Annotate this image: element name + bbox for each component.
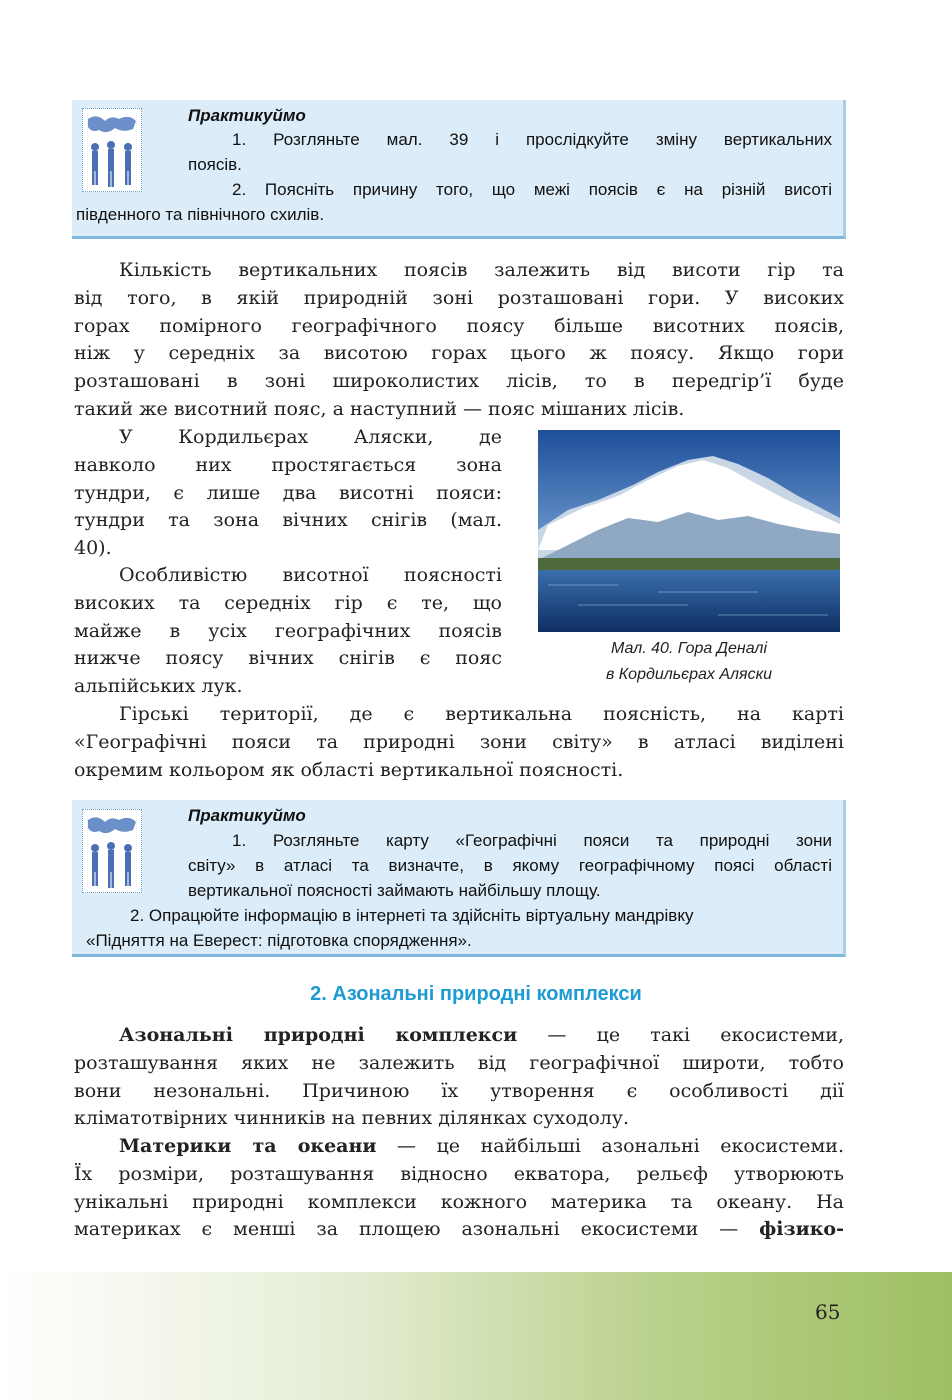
text-line: тундри та зона вічних снігів (мал.	[74, 509, 502, 532]
text-line: альпійських лук.	[74, 675, 243, 698]
practice-line: південного та північного схилів.	[76, 205, 325, 224]
paragraph-vertical-belts	[74, 257, 844, 424]
practice-map-icon	[82, 809, 142, 893]
practice-line: «Підняття на Еверест: підготовка спорядження».	[86, 931, 472, 950]
practice-line: 1. Розгляньте мал. 39 і прослідкуйте зміну вертикальних	[232, 130, 832, 149]
practice-title: Практикуймо	[188, 806, 306, 825]
practice-line: 2. Опрацюйте інформацію в інтернеті та здійсніть віртуальну мандрівку	[130, 906, 694, 925]
denali-photo	[538, 430, 840, 632]
text-line: навколо них простягається зона	[74, 453, 502, 476]
text-line	[74, 1022, 844, 1050]
text-fragment: — це найбільші азональні екосистеми.	[376, 1135, 844, 1157]
paragraph-continents-oceans	[74, 1133, 844, 1244]
text-line: майже в усіх географічних поясів	[74, 619, 502, 642]
text-line: кліматотвірних чинників на певних ділянках суходолу.	[74, 1107, 630, 1130]
practice-line: поясів.	[188, 155, 242, 174]
text-line: високих та середніх гір є те, що	[74, 591, 502, 614]
paragraph-alpine	[74, 562, 502, 701]
practice-line: світу» в атласі та визначте, в якому географічному поясі області	[188, 856, 832, 875]
section-heading: 2. Азональні природні комплекси	[310, 983, 642, 1005]
practice-box-2	[72, 800, 846, 957]
text-line: унікальні природні комплекси кожного материка та океану. На	[74, 1190, 844, 1213]
practice-map-icon	[82, 108, 142, 192]
text-line: Гірські території, де є вертикальна поясність, на карті	[119, 703, 844, 725]
text-fragment: материках є менші за площею азональні екосистеми —	[74, 1218, 760, 1241]
figure-caption-line2: в Кордильєрах Аляски	[605, 666, 773, 683]
text-line: 40).	[74, 537, 112, 560]
footer-band	[0, 1272, 952, 1400]
text-line: розташовані в зоні широколистих лісів, то в передгір’ї буде	[74, 370, 844, 393]
text-line	[74, 1133, 844, 1161]
text-line: вони незональні. Причиною їх утворення є особливості дії	[74, 1079, 844, 1102]
text-line: розташування яких не залежить від географічної широти, тобто	[74, 1051, 844, 1074]
text-line: нижче поясу вічних снігів є пояс	[74, 647, 502, 670]
page-number: 65	[815, 1300, 841, 1324]
text-line: тундри, є лише два висотні пояси:	[74, 481, 502, 504]
term-bold: Азональні природні комплекси	[119, 1024, 518, 1046]
text-line: ніж у середніх за висотою горах цього ж поясу. Якщо гори	[74, 342, 844, 365]
text-line: окремим кольором як області вертикальної поясності.	[74, 758, 624, 781]
term-bold: Материки та океани	[119, 1135, 377, 1157]
text-line: Їх розміри, розташування відносно екватора, рельєф утворюють	[74, 1162, 844, 1185]
practice-title: Практикуймо	[188, 106, 306, 125]
text-fragment: — це такі екосистеми,	[517, 1024, 845, 1046]
text-line: від того, в якій природній зоні розташовані гори. У високих	[74, 286, 844, 309]
text-line: У Кордильєрах Аляски, де	[119, 426, 502, 448]
text-line: Особливістю висотної поясності	[119, 564, 502, 586]
practice-box-1	[72, 100, 846, 239]
term-bold: фізико-	[759, 1218, 844, 1241]
text-line: горах помірного географічного поясу більше висотних поясів,	[74, 314, 844, 337]
text-line: Кількість вертикальних поясів залежить від висоти гір та	[119, 259, 844, 281]
practice-line: 1. Розгляньте карту «Географічні пояси та природні зони	[232, 831, 832, 850]
paragraph-alaska	[74, 424, 502, 563]
text-line: «Географічні пояси та природні зони світу» в атласі виділені	[74, 730, 844, 753]
practice-line: вертикальної поясності займають найбільшу площу.	[188, 881, 601, 900]
paragraph-map	[74, 701, 844, 784]
practice-line: 2. Поясніть причину того, що межі поясів є на різній висоті	[232, 180, 832, 199]
text-line	[74, 1216, 844, 1244]
figure-caption-line1: Мал. 40. Гора Деналі	[610, 640, 768, 657]
text-line: такий же висотний пояс, а наступний — пояс мішаних лісів.	[74, 397, 685, 420]
paragraph-azonal-definition	[74, 1022, 844, 1133]
